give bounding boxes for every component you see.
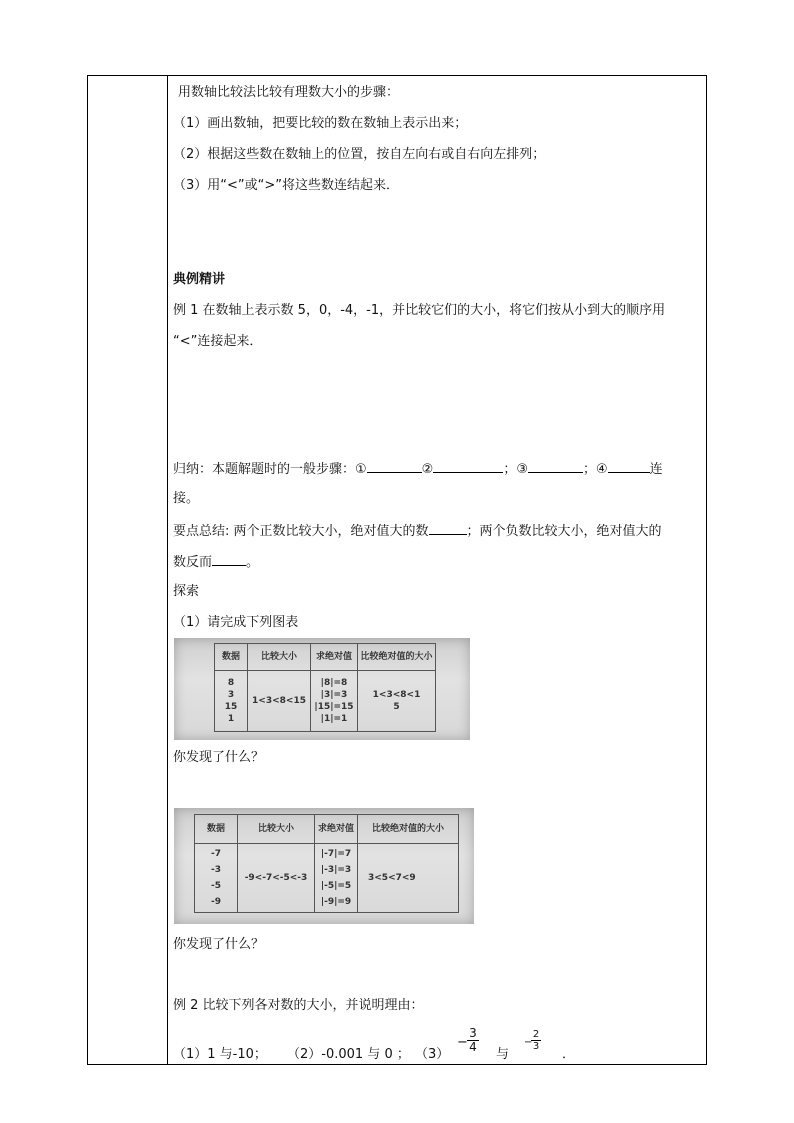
data-value: -9	[211, 897, 221, 907]
compare-cell: 1<3<8<15	[248, 671, 311, 732]
example-2-item2: （2）-0.001 与 0 ；	[287, 1047, 410, 1062]
frac2-sign: −	[524, 1037, 533, 1048]
abs-compare-line2: 5	[393, 702, 400, 712]
photo-table-2	[194, 814, 459, 913]
data-value: -7	[211, 849, 221, 859]
summary-prefix: 归纳：本题解题时的一般步骤：①	[173, 462, 367, 477]
keypoints-line2-part1: 数反而	[173, 555, 213, 570]
abs-value: |-5|=5	[320, 881, 352, 891]
data-cell	[215, 671, 248, 732]
explore-question-1: 你发现了什么？	[173, 750, 265, 765]
data-cell	[195, 844, 238, 913]
abs-value: |-7|=7	[320, 849, 352, 859]
example-2-between: 与	[496, 1047, 510, 1062]
header-compare: 比较大小	[248, 644, 311, 671]
abs-value: |8|=8	[320, 678, 348, 688]
explore-question-2: 你发现了什么？	[173, 937, 265, 952]
keypoints-line1	[173, 522, 662, 540]
data-value: 1	[227, 714, 235, 724]
example-2-text: 例 2 比较下列各对数的大小，并说明理由：	[173, 998, 424, 1013]
header-abs-compare: 比较绝对值的大小	[358, 644, 436, 671]
frac1-num: 3	[469, 1026, 477, 1040]
summary-marker-3: ；③	[503, 462, 528, 477]
header-abs: 求绝对值	[315, 815, 358, 844]
data-value: 8	[227, 678, 235, 688]
blank-3	[528, 460, 583, 473]
data-value: 15	[224, 702, 238, 712]
header-data: 数据	[215, 644, 248, 671]
summary-line2: 接。	[173, 491, 200, 506]
frac2-den: 3	[532, 1041, 540, 1052]
data-value: -5	[211, 881, 221, 891]
abs-value: |1|=1	[320, 714, 348, 724]
compare-cell: -9<-7<-5<-3	[238, 844, 315, 913]
abs-compare-cell	[358, 671, 436, 732]
abs-compare-line1: 1<3<8<1	[372, 690, 421, 700]
summary-marker-4: ；④	[582, 462, 608, 477]
header-compare: 比较大小	[238, 815, 315, 844]
example-2-item1: （1）1 与-10；	[173, 1047, 267, 1062]
column-divider	[167, 76, 168, 1064]
summary-marker-2: ②	[421, 462, 434, 477]
fraction-1	[467, 1027, 479, 1054]
abs-cell	[315, 844, 358, 913]
summary-suffix: 连	[649, 462, 663, 477]
blank-1	[367, 460, 422, 473]
abs-value: |3|=3	[320, 690, 348, 700]
explore-task: （1）请完成下列图表	[173, 615, 299, 630]
example-2-end: ．	[562, 1047, 576, 1062]
data-value: 3	[227, 690, 235, 700]
abs-value: |-3|=3	[320, 865, 352, 875]
keypoints-line2-part2: 。	[246, 555, 260, 570]
step-1: （1）画出数轴，把要比较的数在数轴上表示出来；	[173, 116, 468, 131]
example-1-line1: 例 1 在数轴上表示数 5，0，-4，-1，并比较它们的大小，将它们按从小到大的顺序用	[173, 303, 666, 318]
example-2-item3: （3）	[415, 1047, 450, 1062]
photo-table-1	[214, 643, 436, 732]
fraction-2	[531, 1029, 541, 1052]
data-value: -3	[211, 865, 221, 875]
summary-line1	[173, 460, 663, 478]
header-abs: 求绝对值	[311, 644, 358, 671]
header-data: 数据	[195, 815, 238, 844]
header-abs-compare: 比较绝对值的大小	[358, 815, 459, 844]
keypoints-line2	[173, 553, 259, 571]
blank-5	[429, 522, 467, 535]
steps-title: 用数轴比较法比较有理数大小的步骤：	[178, 85, 400, 100]
blank-2	[433, 460, 503, 473]
table-photo-1	[174, 638, 470, 740]
abs-compare-cell: 3<5<7<9	[358, 844, 459, 913]
step-3: （3）用“<”或“>”将这些数连结起来．	[173, 178, 399, 193]
blank-4	[608, 460, 650, 473]
frac2-num: 2	[532, 1029, 540, 1040]
blank-6	[212, 553, 246, 566]
keypoints-part1: 要点总结: 两个正数比较大小，绝对值大的数	[173, 524, 429, 539]
abs-value: |15|=15	[314, 702, 354, 712]
table-photo-2	[174, 808, 474, 924]
explore-heading: 探索	[173, 584, 200, 599]
step-2: （2）根据这些数在数轴上的位置，按自左向右或自右向左排列；	[173, 147, 546, 162]
frac1-sign: −	[457, 1035, 468, 1050]
frac1-den: 4	[467, 1040, 479, 1054]
example-heading: 典例精讲	[173, 272, 226, 287]
abs-value: |-9|=9	[320, 897, 352, 907]
example-1-line2: “<”连接起来．	[173, 334, 263, 349]
abs-cell	[311, 671, 358, 732]
keypoints-part2: ；两个负数比较大小，绝对值大的	[466, 524, 662, 539]
